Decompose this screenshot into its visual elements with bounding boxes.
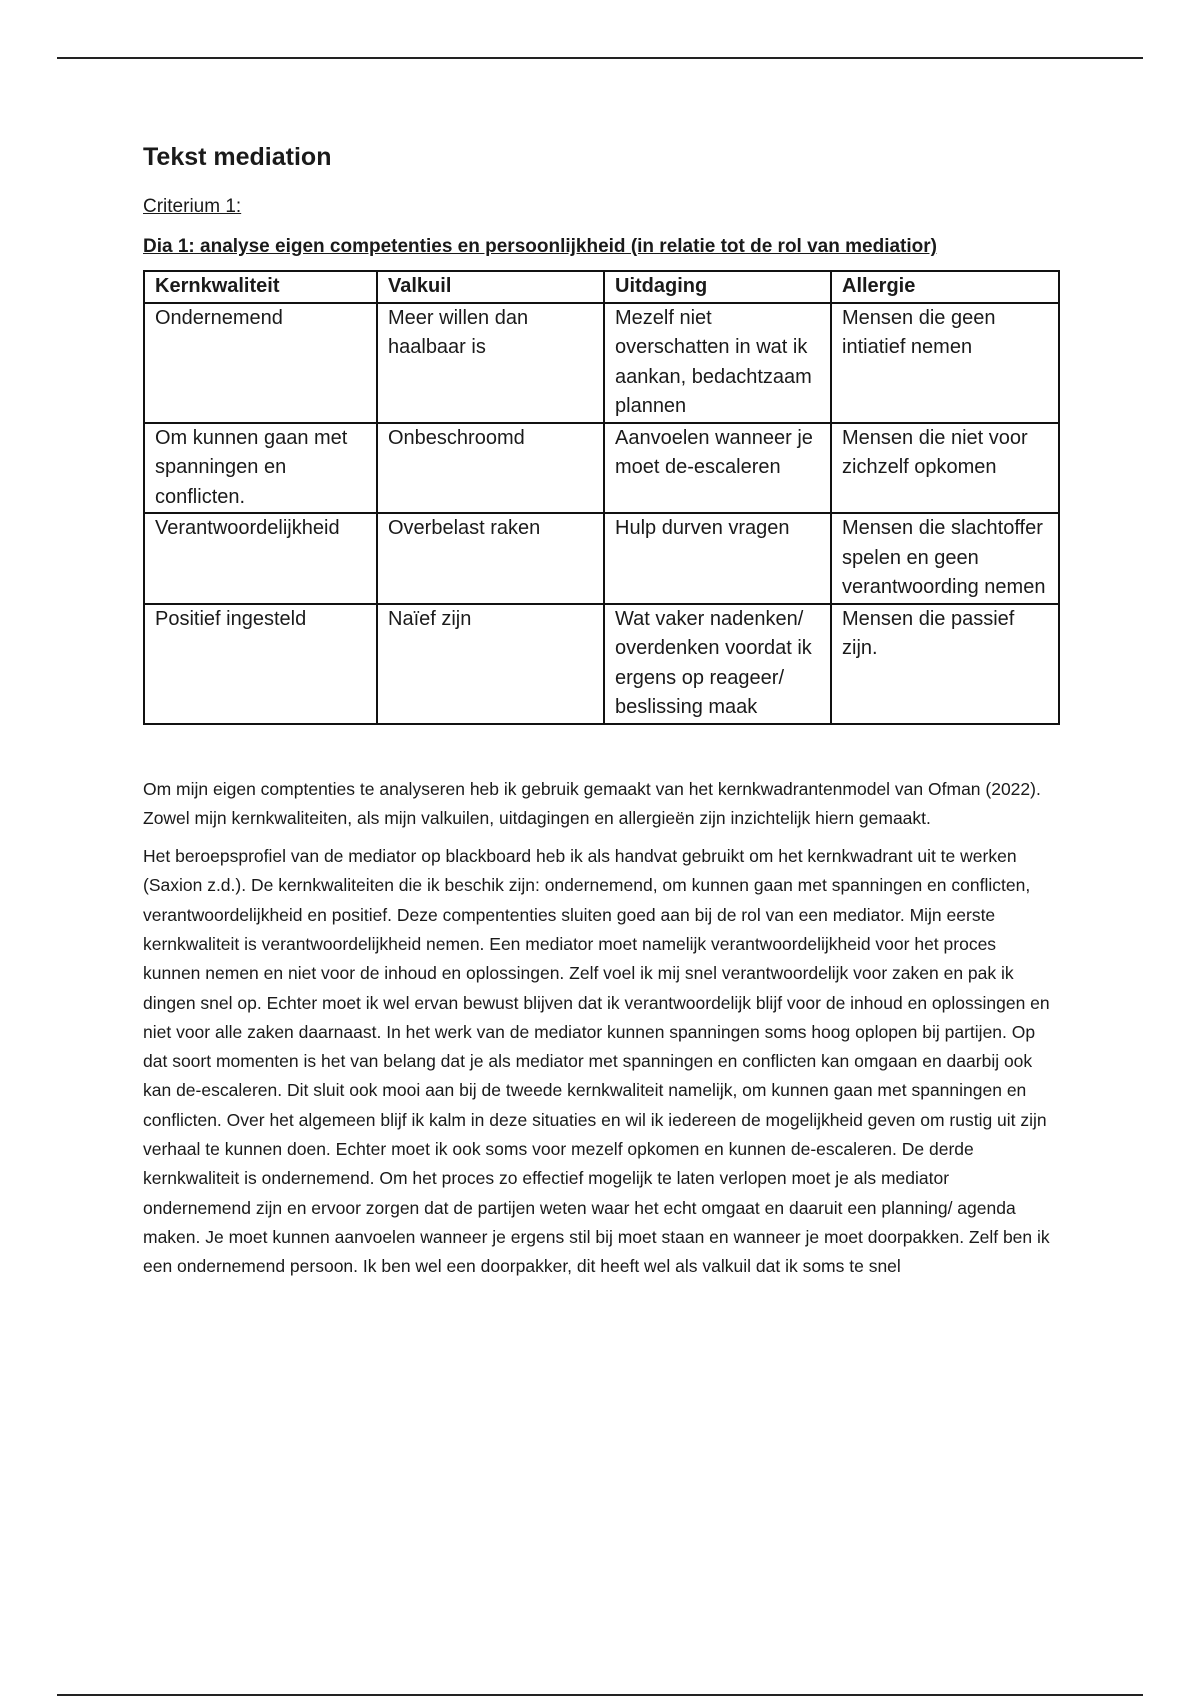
header-uitdaging: Uitdaging [604,271,831,303]
table-cell: Mensen die niet voor zichzelf opkomen [831,423,1059,514]
table-row [144,423,1059,514]
table-cell: Hulp durven vragen [604,513,831,604]
table-row [144,604,1059,724]
table-cell: Verantwoordelijkheid [144,513,377,604]
table-cell: Onbeschroomd [377,423,604,514]
document-body [143,140,1058,1282]
table-row [144,513,1059,604]
paragraph-body: Het beroepsprofiel van de mediator op blackboard heb ik als handvat gebruikt om het kernkwadrant uit te werken (Saxion z.d.). De kernkwaliteiten die ik beschik zijn: ondernemend, om kunnen gaan met spanningen en conflicten, verantwoordelijkheid en positief. Deze compententies sluiten goed aan bij de rol van een mediator. Mijn eerste kernkwaliteit is verantwoordelijkheid nemen. Een mediator moet namelijk verantwoordelijkheid voor het proces kunnen nemen en niet voor de inhoud en oplossingen. Zelf voel ik mij snel verantwoordelijk voor zaken en pak ik dingen snel op. Echter moet ik wel ervan bewust blijven dat ik verantwoordelijk blijf voor de inhoud en oplossingen en niet voor alle zaken daarnaast. In het werk van de mediator kunnen spanningen soms hoog oplopen bij partijen. Op dat soort momenten is het van belang dat je als mediator met spanningen en conflicten kan omgaan en daarbij ook kan de-escaleren. Dit sluit ook mooi aan bij de tweede kernkwaliteit namelijk, om kunnen gaan met spanningen en conflicten. Over het algemeen blijf ik kalm in deze situaties en wil ik iedereen de mogelijkheid geven om rustig uit zijn verhaal te kunnen doen. Echter moet ik ook soms voor mezelf opkomen en kunnen de-escaleren. De derde kernkwaliteit is ondernemend. Om het proces zo effectief mogelijk te laten verlopen moet je als mediator ondernemend zijn en ervoor zorgen dat de partijen weten waar het echt omgaat en daaruit een planning/ agenda maken. Je moet kunnen aanvoelen wanneer je ergens stil bij moet staan en wanneer je moet doorpakken. Zelf ben ik een ondernemend persoon. Ik ben wel een doorpakker, dit heeft wel als valkuil dat ik soms te snel [143,846,1050,1277]
table-cell: Aanvoelen wanneer je moet de-escaleren [604,423,831,514]
slide-heading: Dia 1: analyse eigen competenties en persoonlijkheid (in relatie tot de rol van mediatior) [143,236,937,257]
table-cell: Mezelf niet overschatten in wat ik aankan, bedachtzaam plannen [604,303,831,423]
paragraph-intro: Om mijn eigen comptenties te analyseren heb ik gebruik gemaakt van het kernkwadrantenmodel van Ofman (2022). Zowel mijn kernkwaliteiten, als mijn valkuilen, uitdagingen en allergieën zijn inzichtelijk hiern gemaakt. [143,778,1041,828]
table-cell: Mensen die slachtoffer spelen en geen verantwoording nemen [831,513,1059,604]
table-cell: Naïef zijn [377,604,604,724]
core-quadrant-table [143,270,1060,725]
table-cell: Overbelast raken [377,513,604,604]
document-title: Tekst mediation [143,143,332,171]
table-cell: Ondernemend [144,303,377,423]
table-cell: Om kunnen gaan met spanningen en conflicten. [144,423,377,514]
header-allergie: Allergie [831,271,1059,303]
header-kernkwaliteit: Kernkwaliteit [144,271,377,303]
table-row [144,303,1059,423]
table-header-row [144,271,1059,303]
header-rule [57,57,1143,59]
footer-rule [57,1694,1143,1696]
criterium-label: Criterium 1: [143,196,242,217]
header-valkuil: Valkuil [377,271,604,303]
table-cell: Mensen die passief zijn. [831,604,1059,724]
table-cell: Positief ingesteld [144,604,377,724]
table-cell: Wat vaker nadenken/ overdenken voordat ik ergens op reageer/ beslissing maak [604,604,831,724]
table-cell: Mensen die geen intiatief nemen [831,303,1059,423]
table-cell: Meer willen dan haalbaar is [377,303,604,423]
